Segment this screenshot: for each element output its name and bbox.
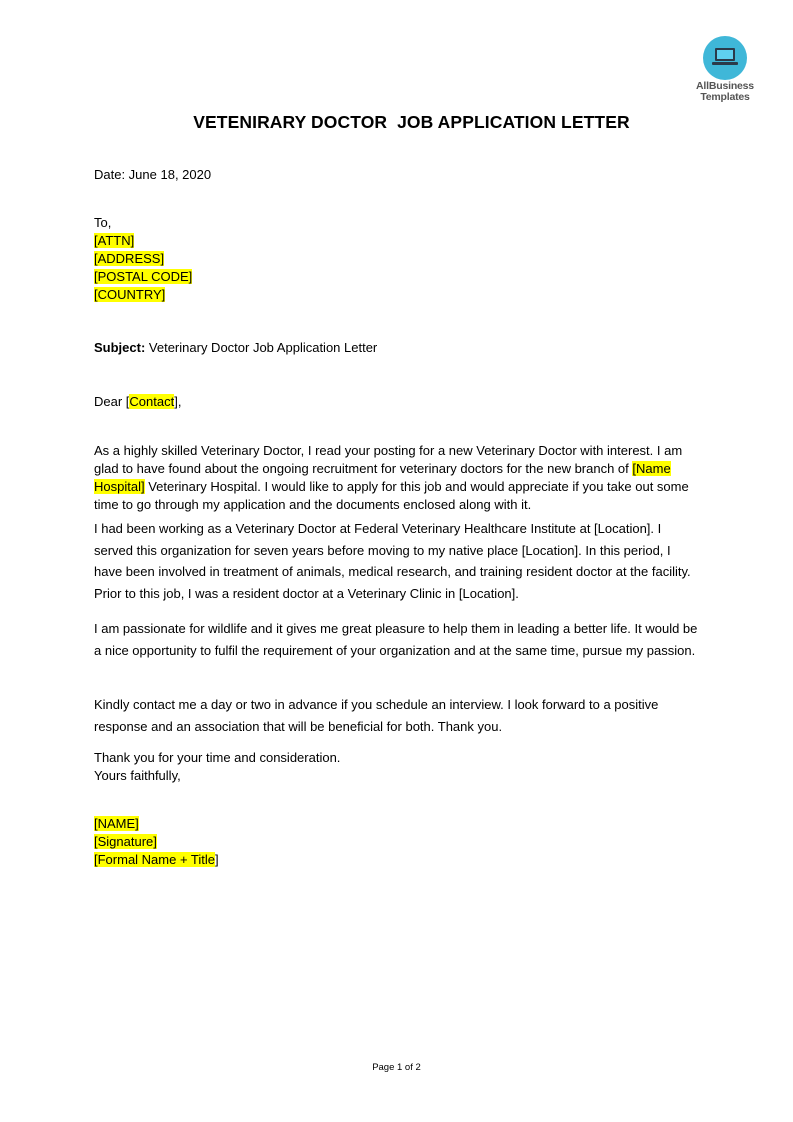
laptop-icon bbox=[703, 36, 747, 80]
recipient-block bbox=[94, 214, 698, 304]
recipient-to: To, bbox=[94, 215, 112, 230]
brand-logo bbox=[690, 36, 760, 103]
recipient-attn: [ATTN] bbox=[94, 233, 135, 248]
closing-block bbox=[94, 749, 698, 785]
signature-formal: [Formal Name + Title bbox=[94, 852, 216, 867]
paragraph-1 bbox=[94, 442, 698, 514]
paragraph-1-part1: As a highly skilled Veterinary Doctor, I read your posting for a new Veterinary Doctor with interest. I am glad to have found about the ongoing recruitment for veterinary doctors for the new branch of bbox=[94, 443, 683, 476]
closing-thanks: Thank you for your time and consideration. bbox=[94, 750, 341, 765]
signature-placeholder: [Signature] bbox=[94, 834, 157, 849]
paragraph-3: I am passionate for wildlife and it gives me great pleasure to help them in leading a better life. It would be a nice opportunity to fulfil the requirement of your organization and at the same time, pursue my passion. bbox=[94, 621, 698, 658]
salutation-suffix: ], bbox=[174, 394, 182, 409]
salutation-prefix: Dear [ bbox=[94, 394, 130, 409]
page-number: Page 1 of 2 bbox=[372, 1062, 421, 1073]
logo-text-line1: AllBusiness bbox=[696, 80, 754, 92]
subject-line bbox=[94, 339, 698, 357]
date-line: Date: June 18, 2020 bbox=[94, 167, 212, 182]
subject-label: Subject: bbox=[94, 340, 146, 355]
subject-text: Veterinary Doctor Job Application Letter bbox=[145, 340, 378, 355]
signature-formal-end: ] bbox=[215, 852, 219, 867]
document-title: VETENIRARY DOCTOR JOB APPLICATION LETTER bbox=[193, 112, 630, 132]
paragraph-2: I had been working as a Veterinary Doctor at Federal Veterinary Healthcare Institute at [Location]. I served this organization for seven years before moving to my native place [Location]. In this period, I have been involved in treatment of animals, medical research, and training resident doctor at the facility. Prior to this job, I was a resident doctor at a Veterinary Clinic in [Location]. bbox=[94, 521, 691, 601]
recipient-postal: [POSTAL CODE] bbox=[94, 269, 193, 284]
paragraph-1-hospital: [Name Hospital] bbox=[94, 461, 671, 494]
signature-name: [NAME] bbox=[94, 816, 139, 831]
closing-sign-off: Yours faithfully, bbox=[94, 768, 181, 783]
recipient-address: [ADDRESS] bbox=[94, 251, 165, 266]
salutation-contact: Contact bbox=[129, 394, 175, 409]
paragraph-4: Kindly contact me a day or two in advance if you schedule an interview. I look forward to a positive response and an association that will be beneficial for both. Thank you. bbox=[94, 697, 659, 734]
logo-text-line2: Templates bbox=[700, 91, 750, 103]
recipient-country: [COUNTRY] bbox=[94, 287, 166, 302]
signature-block bbox=[94, 815, 698, 869]
salutation bbox=[94, 393, 698, 411]
paragraph-1-part2: Veterinary Hospital. I would like to apply for this job and would appreciate if you take out some time to go through my application and the documents enclosed along with it. bbox=[94, 479, 689, 512]
